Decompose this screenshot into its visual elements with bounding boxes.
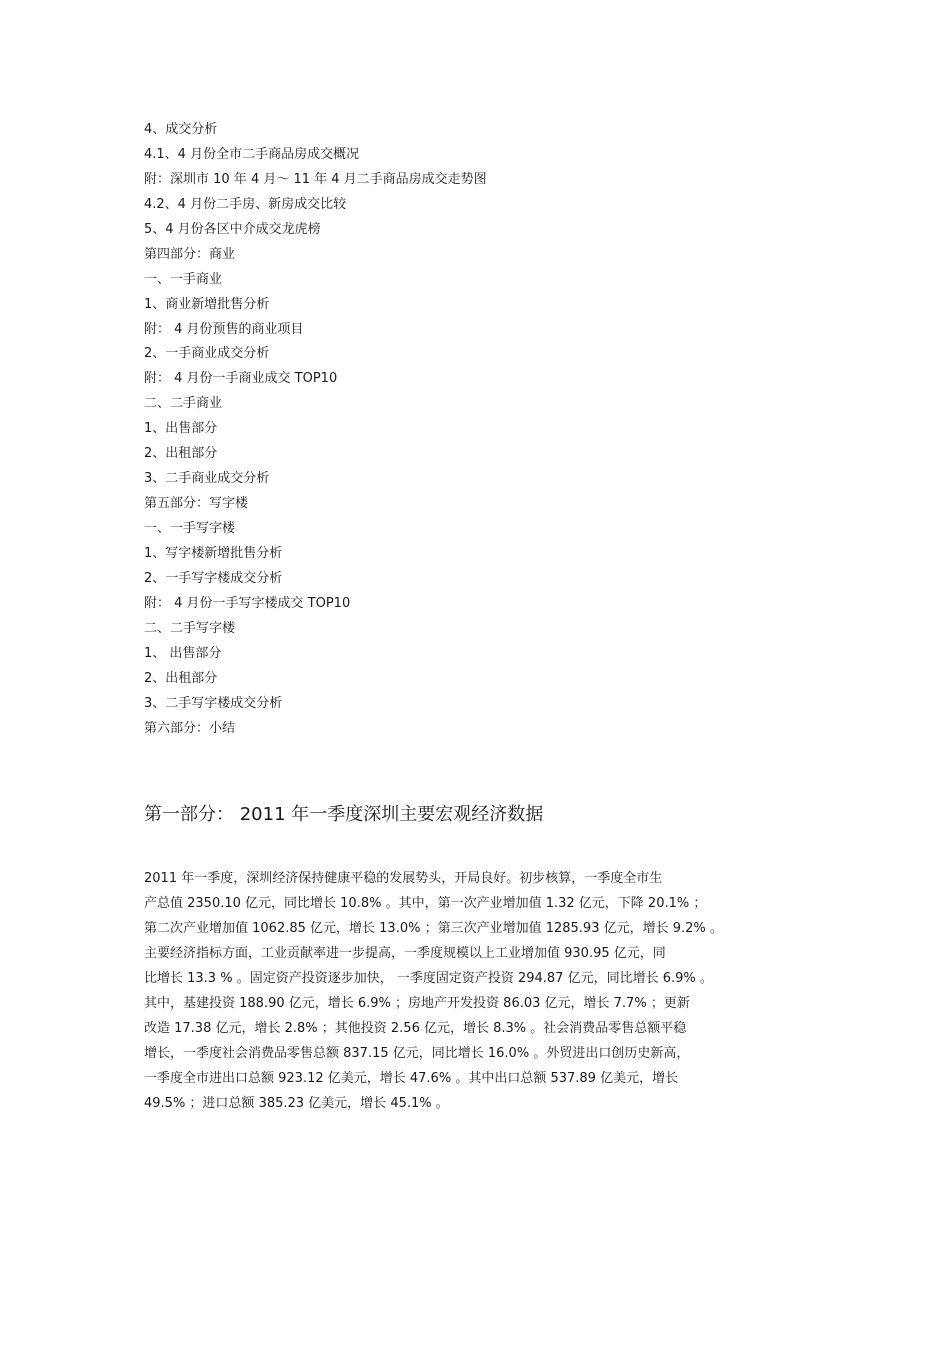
- paragraph-line: 产总值 2350.10 亿元，同比增长 10.8% 。其中，第一次产业增加值 1.32 亿元，下降 20.1% ；: [144, 896, 707, 911]
- toc-line: 一、一手写字楼: [144, 521, 236, 536]
- paragraph-line: 一季度全市进出口总额 923.12 亿美元，增长 47.6% 。其中出口总额 537.89 亿美元，增长: [144, 1071, 679, 1086]
- toc-line: 3、二手写字楼成交分析: [144, 695, 283, 711]
- toc-line: 1、商业新增批售分析: [144, 296, 270, 312]
- toc-line: 1、出售部分: [144, 421, 218, 437]
- toc-line: 二、二手写字楼: [144, 620, 236, 636]
- toc-line: 4.2、4 月份二手房、新房成交比较: [144, 196, 347, 212]
- paragraph-line: 比增长 13.3 % 。固定资产投资逐步加快， 一季度固定资产投资 294.87 亿元，同比增长 6.9% 。: [144, 971, 713, 986]
- toc-line: 附：深圳市 10 年 4 月～ 11 年 4 月二手商品房成交走势图: [144, 171, 487, 187]
- toc-line: 4、成交分析: [144, 122, 218, 137]
- paragraph-line: 2011 年一季度，深圳经济保持健康平稳的发展势头，开局良好。初步核算，一季度全市生: [144, 871, 663, 886]
- toc-line: 附： 4 月份一手商业成交 TOP10: [144, 371, 338, 387]
- toc-line: 附： 4 月份一手写字楼成交 TOP10: [144, 595, 351, 611]
- toc-line: 一、一手商业: [144, 271, 223, 287]
- toc-line: 二、二手商业: [144, 396, 223, 412]
- toc-line: 1、写字楼新增批售分析: [144, 545, 283, 561]
- toc-line: 2、出租部分: [144, 446, 218, 462]
- section-title: 第一部分： 2011 年一季度深圳主要宏观经济数据: [144, 804, 544, 825]
- toc-line: 第五部分：写字楼: [144, 496, 249, 512]
- toc-line: 3、二手商业成交分析: [144, 471, 270, 487]
- toc-line: 1、 出售部分: [144, 645, 222, 661]
- paragraph-line: 第二次产业增加值 1062.85 亿元，增长 13.0% ；第三次产业增加值 1285.93 亿元，增长 9.2% 。: [144, 921, 723, 936]
- toc-line: 2、出租部分: [144, 670, 218, 686]
- paragraph-line: 增长，一季度社会消费品零售总额 837.15 亿元，同比增长 16.0% 。外贸进出口创历史新高，: [144, 1046, 690, 1061]
- body-paragraph: [144, 866, 824, 1116]
- paragraph-line: 主要经济指标方面，工业贡献率进一步提高，一季度规模以上工业增加值 930.95 亿元，同: [144, 946, 666, 961]
- toc-line: 第四部分：商业: [144, 246, 236, 262]
- paragraph-line: 改造 17.38 亿元，增长 2.8% ；其他投资 2.56 亿元，增长 8.3% 。社会消费品零售总额平稳: [144, 1021, 687, 1036]
- toc-line: 2、一手商业成交分析: [144, 346, 270, 362]
- toc-line: 5、4 月份各区中介成交龙虎榜: [144, 221, 321, 237]
- toc-line: 4.1、4 月份全市二手商品房成交概况: [144, 146, 360, 162]
- toc-line: 2、一手写字楼成交分析: [144, 570, 283, 586]
- paragraph-line: 49.5% ；进口总额 385.23 亿美元，增长 45.1% 。: [144, 1096, 449, 1111]
- table-of-contents: [144, 118, 844, 741]
- toc-line: 第六部分：小结: [144, 720, 236, 736]
- toc-line: 附： 4 月份预售的商业项目: [144, 321, 304, 337]
- paragraph-line: 其中，基建投资 188.90 亿元，增长 6.9% ；房地产开发投资 86.03 亿元，增长 7.7% ；更新: [144, 996, 690, 1011]
